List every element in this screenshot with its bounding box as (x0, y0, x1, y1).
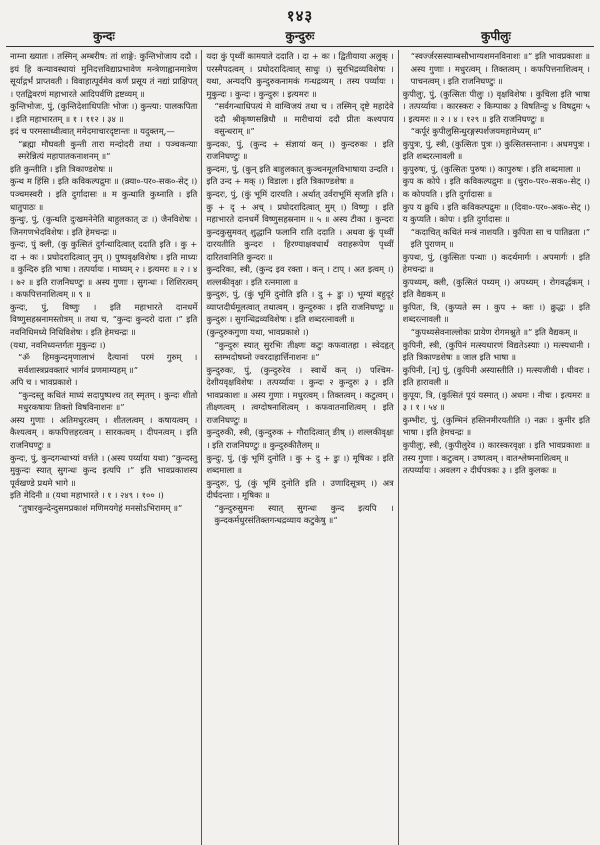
entry-text: कुपितः, त्रि, (कुप्यते स्म । कुप + क्तः ।) क्रुद्धः । इति शब्दरत्नावली ॥ (402, 301, 590, 325)
entry-text: कुन्दः, पुं, विष्णुः । इति महाभारते दानधर्मे विष्णुसहस्रनामस्तोत्रम् ॥ तथा च, “कुन्दः कुन्दरो दाता ।” इति नवनिधिमध्ये निधिविशेषः । इति हेमचन्द्रः ॥ (10, 301, 198, 338)
entry-text: यदा कुं पृथ्वीं कामयाते ददाति । दा + कः । द्वितीयाया अलुक् । परस्मैपदत्वम् । प्रघोदरादित्वात् साधुः ।) सुरभिद्रव्यविशेषः । यथा, अन्यदपि कुन्दुरुकनामकं गन्धद्रव्यम् । तस्य पर्य्यायः । मुकुन्दः । कुन्दः । कुन्दुरुः । इत्यमरः ॥ (206, 51, 394, 99)
header-middle: कुन्दुरुः (285, 29, 315, 43)
column-middle (201, 50, 397, 845)
entry-text: कुपीलुः, पुं, (कुत्सितः पीलुः ।) वृक्षविशेषः । कुचिला इति भाषा । तत्पर्य्यायः । कारस्करः २ किम्पाकः ३ विषतिन्दुः ४ विषद्रुमः ५ । इत्यमरः ॥ २ । ४ । १२९ ॥ इति राजनिघण्टुः ॥ (402, 88, 590, 124)
entry-text: कुन्दुः, पुं, (कुं भूमिं दुनोति । कु + दु + डुः ।) मूषिकः । इति शब्दमाला ॥ (206, 452, 394, 476)
column-headers (6, 27, 594, 45)
entry-text: कुन्दुरुकः, पुं, (कुन्दुरुरेव । स्वार्थे कन् ।) पश्चिम-देशीयवृक्षविशेषः । तत्पर्य्यायः । कुन्दः २ कुन्दुरुः ३ । इति भावप्रकाशः ॥ अस्य गुणाः । मधुरत्वम् । तिक्तत्वम् । कटुत्वम् । तीक्ष्णत्वम् । त्वग्दोषनाशित्वम् । कफवातनाशित्वम् । इति राजनिघण्टुः ॥ (206, 364, 394, 425)
entry-text: कुप क कोपे । इति कविकल्पद्रुमः ॥ (चुरा०-पर०-सक०-सेट् ।) क कोपयति । इति दुर्गादासः ॥ (402, 176, 590, 200)
entry-text: “कुन्दुरुसुमनः स्यात् सुगन्धः कुन्द इत्यपि । कुन्दकर्मधुरसंतिक्तगन्धद्रव्याय कटुकेषु ॥” (214, 502, 394, 526)
entry-text: नाम्ना ख्यातः । तस्मिन् अम्बरीष: तां शाङ्गे: कुन्तिभोजाय ददौ । इयं हि कन्यावस्थायां मुनिदत्तविद्याप्रभावेण मन्त्रेणाह्वानमात्रेण सूर्याद्गर्भं प्राप्तवती । विवाहात्पूर्वमेव कर्णं प्रसूय तं नद्यां प्राक्षिपत् । एतद्विवरणं महाभारते आदिपर्वणि द्रष्टव्यम् ॥ (10, 51, 198, 99)
entry-text: कुपुत्रः, पुं, स्त्री, (कुत्सितः पुत्रः ।) कुत्सितसन्तानः । अधमपुत्रः । इति शब्दरत्नावली ॥ (402, 138, 590, 162)
column-right (398, 50, 594, 845)
entry-text: तत्पर्य्यायः । अवलग २ दीर्घपत्रकः ३ । इति कुलकः ॥ (402, 465, 557, 476)
entry-text: कुप य क्रुधि । इति कविकल्पद्रुमः ॥ (दिवा०-पर०-अक०-सेट् ।) य कुप्यति । कोपः । इति दुर्गादासः ॥ (402, 201, 590, 225)
entry-text: (यथा, नवनिध्यन्तर्गतः मुकुन्दः ।) (10, 339, 106, 350)
entry-text: “कदाचित् कथितं मन्त्रं नाशयति । कुपिता सा च पातिव्रता ।” इति पुराणम् ॥ (410, 226, 590, 250)
entry-text: कुन्दुरुः, पुं, (कुं भूमिं दुनोति इति । उणादिसूत्रम् ।) अत्र दीर्घदन्ताः । मूषिकः ॥ (206, 477, 394, 501)
entry-text: कुन्दरः, पुं, (कुं भूमिं दारयति । अर्थात् उर्वराभूमिं सृजति इति । कु + दृ + अच् । प्रघोदरादित्वात् मुम् ।) विष्णुः । इति महाभारते दानधर्मे विष्णुसहस्रनाम ॥ ५ ॥ अस्य टीका । कुन्दरः कुन्दकुसुमवत् शुद्धानि फलानि राति ददाति । अथवा कुं पृथ्वीं दारयतीति कुन्दरः । हिरण्याक्षवधार्थं वराहरूपेण पृथ्वीं दारितवानिति कुन्दरः ॥ (206, 189, 394, 262)
entry-text: “सर्वगन्धाधिपत्यं मे वाग्विजयं तथा च । तस्मिन् दृष्टे महादेवे ददौ श्रीकृष्णसन्निधौ ॥ मारीचायां ददौ प्रीतः कश्यपाय वसुन्धराम् ॥” (214, 101, 394, 137)
column-left (6, 50, 201, 845)
entry-text: कुपीलुः, स्त्री, (कुपीलुरेव ।) कारस्करवृक्षः । इति भावप्रकाशः ॥ तस्य गुणाः । कटुत्वम् । उष्णत्वम् । वातश्लेष्मनाशित्वम् ॥ (402, 439, 590, 463)
entry-text: इति मेदिनी ॥ (यथा महाभारते । १ । २४९ । १०० ।) (10, 490, 164, 501)
entry-text: “स्वर्ज्जरसस्याम्बसौभाग्यशमनविनाशः ॥” इति भावप्रकाशः ॥ अस्य गुणाः । मधुरत्वम् । तिक्तत्वम् । कफपित्तनाशित्वम् । पाचनत्वम् । इति राजनिघण्टुः ॥ (410, 51, 590, 87)
entry-text: “ॐ हिमकुन्दमृणालाभं दैत्यानां परमं गुरुम् । सर्वशास्त्रप्रवक्तारं भार्गवं प्रणमाम्यहम् ॥” (18, 352, 198, 375)
entry-text: कुन्दरिका, स्त्री, (कुन्द इव रक्ता । कन् । टाप् । अत इत्वम् ।) शल्लकीवृक्षः । इति रत्नमाला ॥ (206, 264, 394, 287)
entry-text: कुन्तिभोजः, पुं, (कुन्तिदेशाधिपतिः भोजः ।) कुन्त्या: पालकपिता । इति महाभारतम् ॥ १ । ११२ । ३४ ॥ (10, 101, 198, 124)
entry-text: कुपिनी, [न्] पुं, (कुपिनी अस्यास्तीति ।) मत्स्यजीवी । धीवरः । इति हारावली ॥ (402, 364, 590, 388)
entry-text: इति कुन्तीति । इति त्रिकाण्डशेषः ॥ (10, 163, 113, 174)
entry-text: अपि च । भावप्रकाशे । (10, 377, 78, 388)
entry-text: “कुन्दस्तु कथितं माघ्यं सदापुष्पश्च तत् स्मृतम् । कुन्दः शीतो मधुरकषायः तिक्तो विषविनाशनः ॥” (18, 389, 198, 413)
entry-text: कुपथ्यम्, क्ली, (कुत्सितं पथ्यम् ।) अपथ्यम् । रोगवर्द्धकम् । इति वैद्यकम् ॥ (402, 276, 590, 300)
page-number: १४३ (286, 7, 314, 25)
header-rule (6, 46, 594, 47)
entry-text: कुन्दमः, पुं, (कुन् इति बाहुलकात् कुञ्चनमूलविभाषाया उन्दति । इति उन्द + मक् ।) विडालः । इति त्रिकाण्डशेषः ॥ (206, 163, 394, 187)
entry-text: “ब्रह्मा मौघवती कुन्ती तारा मन्दोदरी तथा । पञ्चकन्याः स्मरेन्नित्यं महापातकनाशनम् ॥” (18, 138, 198, 162)
entry-text: कुपिनी, स्त्री, (कुपिनं मत्स्यधारणं विद्यतेऽस्याः ।) मत्स्यधानी । इति त्रिकाण्डशेषः ॥ जाल इति भाषा ॥ (402, 339, 590, 363)
entry-text: कुपथः, पुं, (कुत्सितः पन्थाः ।) कदर्थमार्गः । अपमार्गः । इति हेमचन्द्रः ॥ (402, 251, 590, 275)
entry-text: “कुन्दुरुः स्यात् सुरभिः तीक्ष्णः कटुः कफवातहा । स्वेदहृत् स्तम्भदोषघ्नो ज्वरदाहार्त्तिनाशनः ॥” (214, 339, 394, 363)
entry-text: कुन्दः, पुं क्ली, (कु कुत्सितं दुर्गन्धादित्वात् ददाति इति । कु + दा + कः । प्रघोदरादित्वात् नुम् ।) पुष्पवृक्षविशेषः । इति माध्यः ॥ कुन्दिरु इति भाषा । तत्पर्यायः । माघ्यम् २ । इत्यमरः ॥ २ । ४ । ७२ ॥ इति राजनिघण्टुः ॥ अस्य गुणाः । सुगन्धः । शिशिरत्वम् । कफपित्तनाशित्वम् ॥ ९ ॥ (10, 239, 198, 300)
header-left: कुन्दः (93, 29, 115, 43)
entry-text: कुम्भीरः, पुं, (कुम्भिनं हस्तिनमीरयतीति ।) नक्रः । कुमीर इति भाषा । इति हेमचन्द्रः ॥ (402, 414, 590, 438)
entry-text: कुन्दुरुः, पुं, (कुं भूमिं दुनोति इति । दु + डुः ।) भूम्यां बहुदूरं व्याप्तदीर्घमूलत्वात् तथात्वम् । कुन्दुरुकः । इति राजनिघण्टुः ॥ कुन्दुरुः । सुगन्धिद्रव्यविशेषः । इति शब्दरत्नावली ॥ (206, 289, 394, 325)
entry-text: कुन्दुरुकी, स्त्री, (कुन्दुरुक + गौरादित्वात् ङीष् ।) शल्लकीवृक्षः । इति राजनिघण्टुः ॥ कुन्दुरुकीतैलम् ॥ (206, 427, 394, 450)
entry-text: “कर्पूरं कुपीलुसिन्धुरङ्गस्पर्शजयमहामेध्यम् ॥” (410, 126, 542, 137)
entry-text: कुपुरुषः, पुं, (कुत्सितः पुरुषः ।) कापुरुषः । इति शब्दमाला ॥ (402, 163, 581, 174)
entry-text: अस्य गुणाः । अतिमधुरत्वम् । शीतलत्वम् । कषायत्वम् । कैश्यत्वम् । कफपित्तहरत्वम् । सारकत्वम् । दीपनत्वम् । इति राजनिघण्टुः ॥ (10, 414, 198, 450)
entry-text: कुन्दः, पुं, कुन्दगन्धाभ्यां वर्त्तते । (अस्य पर्य्याया यथा) “कुन्दस्तु मुकुन्दः स्यात् सुगन्धः कुन्द इत्यपि ।” इति भावप्रकाशस्य पूर्वखण्डे प्रथमे भागे ॥ (10, 452, 198, 488)
entry-text: कुपूयः, त्रि, (कुत्सितं पूयं यस्मात् ।) अधमः । नीचः । इत्यमरः ॥ ३ । १ । ५४ ॥ (402, 389, 590, 413)
entry-text: कुन्दकः, पुं, (कुन्द + संज्ञायां कन् ।) कुन्दरुकः । इति राजनिघण्टुः ॥ (206, 138, 394, 162)
header-right: कुपीलुः (481, 29, 511, 43)
entry-text: (कुन्दुरुकगुणा यथा, भावप्रकाशे ।) (206, 327, 309, 338)
entry-text: कुन्थ म हिंसि । इति कविकल्पद्रुमः ॥ (क्र्या०-पर०-सक०-सेट् ।) पञ्चमस्वरी । इति दुर्गादासः ॥ म कुन्थाति कुथ्नाति । इति धातुपाठः ॥ (10, 176, 198, 212)
entry-text: “कुपथ्यसेवनाल्लोकः प्रायेण रोगमश्नुते ॥” इति वैद्यकम् ॥ (410, 327, 578, 338)
entry-text: इदं च परमसाध्वीत्वात् ममेदमाचारदृष्टान्तः ॥ यदुक्तम्,— (10, 126, 175, 137)
entry-text: कुन्थुः, पुं, (कुन्थति दुःखमनेनेति बाहुलकात् उः ।) जैनविशेषः । जिनगणभेदविशेषः । इति हेमचन्द्रः ॥ (10, 214, 198, 237)
entry-text: “तुषारकुन्देन्दुसमप्रकाशं मणिमयगेहं मनसोऽभिरामम् ॥” (18, 502, 183, 513)
columns (6, 50, 594, 845)
